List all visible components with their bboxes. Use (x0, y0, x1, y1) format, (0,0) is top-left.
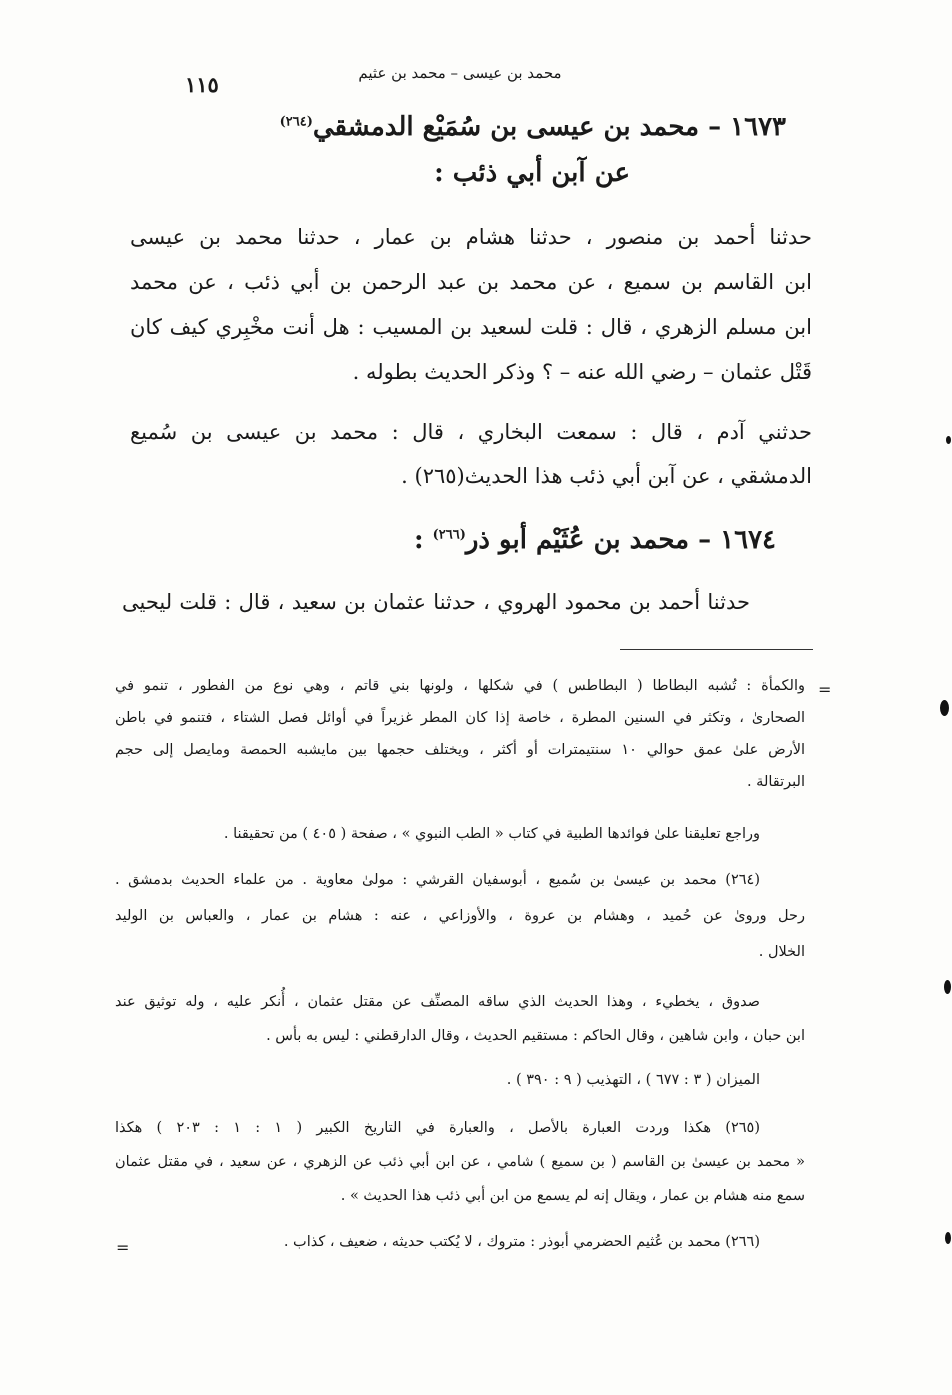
entry-heading (262, 112, 786, 142)
page-number: ١١٥ (185, 72, 219, 97)
footnote-line: الميزان ( ٣ : ٦٧٧ ) ، التهذيب ( ٩ : ٣٩٠ ) . (506, 1072, 760, 1088)
scan-smudge (946, 436, 951, 444)
body-line: قَتْل عثمان – رضي الله عنه – ؟ وذكر الحديث بطوله . (352, 360, 812, 384)
continuation-mark: = (116, 1238, 130, 1257)
entry-heading-title: ١٦٧٤ – محمد بن عُثَيْم أبو ذر (465, 525, 776, 555)
footnote-line: ابن حبان ، وابن شاهين ، وقال الحاكم : مستقيم الحديث ، وقال الدارقطني : ليس به بأس . (266, 1028, 805, 1044)
running-header: محمد بن عيسى – محمد بن عثيم (358, 64, 562, 82)
footnote-line: (٢٦٦) محمد بن عُثيم الحضرمي أبوذر : متروك ، لا يُكتب حديثه ، ضعيف ، كذاب . (283, 1234, 760, 1250)
continuation-mark: = (818, 680, 832, 699)
footnote-line: سمع منه هشام بن عمار ، ويقال إنه لم يسمع من ابن أبي ذئب هذا الحديث » . (340, 1188, 805, 1204)
body-line: حدثنا أحمد بن منصور ، حدثنا هشام بن عمار ، حدثنا محمد بن عيسى (130, 225, 812, 249)
scan-smudge (944, 980, 951, 994)
footnote-line: والكمأة : تُشبه البطاطا ( البطاطس ) في شكلها ، ولونها بني قاتم ، وهي نوع من الفطور ، تنمو في (115, 678, 805, 694)
body-line: حدثني آدم ، قال : سمعت البخاري ، قال : محمد بن عيسى بن سُميع (130, 420, 812, 444)
footnote-line: رحل وروىٰ عن حُميد ، وهشام بن عروة ، والأوزاعي ، عنه : هشام بن عمار ، والعباس بن الوليد (115, 908, 805, 924)
entry-heading-title: ١٦٧٣ – محمد بن عيسى بن سُمَيْع الدمشقي (312, 112, 786, 142)
entry-heading-colon: : (413, 525, 433, 555)
footnote-line: « محمد بن عيسىٰ بن القاسم ( بن سميع ) شامي ، عن ابن أبي ذئب عن الزهري ، عن سعيد ، في مقتل عثمان (115, 1154, 805, 1170)
footnote-line: صدوق ، يخطيء ، وهذا الحديث الذي ساقه المصنِّف عن مقتل عثمان ، أُنكر عليه ، وله توثيق عند (115, 994, 760, 1010)
footnote-line: البرتقالة . (746, 774, 805, 790)
footnote-line: (٢٦٤) محمد بن عيسىٰ بن سُميع ، أبوسفيان القرشي : مولىٰ معاوية . من علماء الحديث بدمشق . (115, 872, 760, 888)
scan-smudge (940, 700, 949, 716)
footnote-line: وراجع تعليقنا علىٰ فوائدها الطبية في كتاب « الطب النبوي » ، صفحة ( ٤٠٥ ) من تحقيقنا . (223, 826, 760, 842)
entry-heading (370, 525, 776, 555)
body-line: ابن القاسم بن سميع ، عن محمد بن عبد الرحمن بن أبي ذئب ، عن محمد (130, 270, 812, 294)
footnote-ref: (٢٦٦) (432, 527, 466, 543)
footnote-ref: (٢٦٤) (279, 114, 313, 130)
body-line: الدمشقي ، عن آبن أبي ذئب هذا الحديث(٢٦٥) . (401, 464, 812, 488)
footnote-line: الأرض علىٰ عمق حوالي ١٠ سنتيمترات أو أكثر ، ويختلف حجمها بين مايشبه الحمصة ومايصل إلى حجم (115, 742, 805, 758)
footnote-line: الصحارىٰ ، وتكثر في السنين المطرة ، خاصة إذا كان المطر غزيراً في أوائل فصل الشتاء ، فتنمو في باطن (115, 710, 805, 726)
body-line: حدثنا أحمد بن محمود الهروي ، حدثنا عثمان بن سعيد ، قال : قلت ليحيى (122, 590, 750, 614)
footnote-line: (٢٦٥) هكذا وردت العبارة بالأصل ، والعبارة في التاريخ الكبير ( ١ : ١ : ٢٠٣ ) هكذا (115, 1120, 760, 1136)
footnote-divider (620, 649, 813, 650)
body-line: ابن مسلم الزهري ، قال : قلت لسعيد بن المسيب : هل أنت مخْبِري كيف كان (130, 315, 812, 339)
scan-smudge (945, 1232, 951, 1244)
entry-subheading: عن آبن أبي ذئب : (434, 158, 630, 188)
footnote-line: الخلال . (758, 944, 805, 960)
